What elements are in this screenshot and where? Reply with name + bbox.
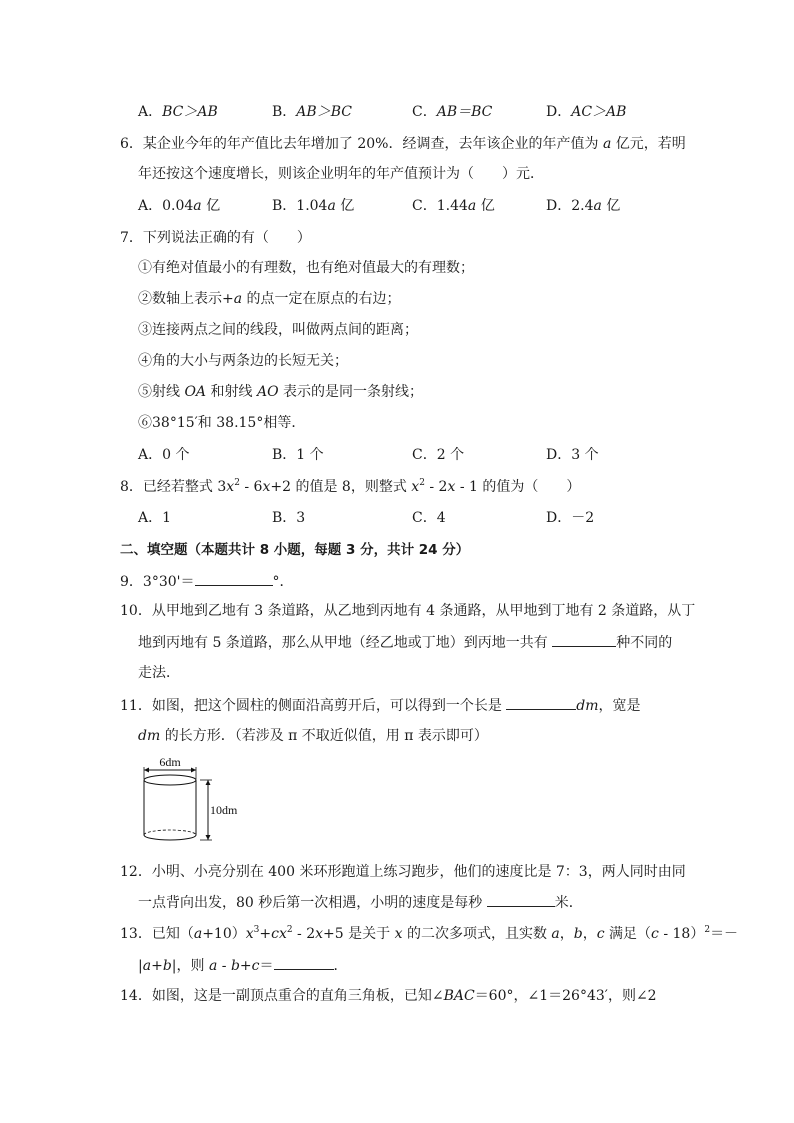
option-text: AB＝BC (436, 104, 493, 120)
cylinder-diameter-label: 6dm (159, 755, 181, 769)
option-letter: A． (138, 104, 163, 120)
q6-line2: 年还按这个速度增长，则该企业明年的年产值预计为（ ）元． (138, 166, 544, 182)
q7-option-a[interactable]: A．0 个 (138, 447, 190, 463)
section-2-heading: 二、填空题（本题共计 8 小题，每题 3 分，共计 24 分） (120, 542, 470, 558)
option-letter: C． (412, 104, 437, 120)
q5-option-b[interactable] (272, 102, 352, 122)
q8-option-d[interactable]: D．－2 (546, 510, 595, 526)
option-letter: D． (546, 104, 572, 120)
q6-option-d[interactable]: D．2.4a 亿 (546, 198, 621, 214)
q8-option-b[interactable]: B．3 (272, 510, 306, 526)
q11-length-blank[interactable] (506, 695, 576, 710)
q9-answer-blank[interactable] (195, 571, 273, 586)
q12-answer-blank[interactable] (487, 892, 555, 907)
q7-option-c[interactable]: C．2 个 (412, 447, 465, 463)
q7-statement-6: ⑥38°15′和 38.15°相等． (138, 415, 306, 431)
q8-option-c[interactable]: C．4 (412, 510, 446, 526)
q9: 9．3°30'＝ °． (120, 571, 294, 591)
q7-statement-1: ①有绝对值最小的有理数，也有绝对值最大的有理数； (138, 260, 474, 276)
q7-statement-2: ②数轴上表示+a 的点一定在原点的右边； (138, 291, 401, 307)
q11-line2: dm 的长方形．（若涉及 π 不取近似值，用 π 表示即可） (138, 728, 488, 744)
q5-option-d[interactable] (546, 102, 626, 122)
q7-option-b[interactable]: B．1 个 (272, 447, 324, 463)
option-text: AC＞AB (571, 104, 627, 120)
q7-statement-4: ④角的大小与两条边的长短无关； (138, 353, 348, 369)
q6-option-c[interactable]: C．1.44a 亿 (412, 198, 495, 214)
q6-option-b[interactable]: B．1.04a 亿 (272, 198, 355, 214)
q10-answer-blank[interactable] (552, 632, 616, 647)
q10-line1: 10．从甲地到乙地有 3 条道路，从乙地到丙地有 4 条通路，从甲地到丁地有 2 条道路，从丁 (120, 603, 696, 619)
q11-line1: 11．如图，把这个圆柱的侧面沿高剪开后，可以得到一个长是 dm，宽是 (120, 695, 641, 715)
q5-option-a[interactable] (138, 102, 218, 122)
q7-statement-3: ③连接两点之间的线段，叫做两点间的距离； (138, 322, 418, 338)
q7-option-d[interactable]: D．3 个 (546, 447, 599, 463)
cylinder-figure (130, 755, 250, 850)
q13-line1: 13．已知$(a+10)x^3+cx^2 - 2x+5$ 是关于 x 的二次多项式，且实数 a，b，c 满足（c - 18）$^2$＝－ (120, 925, 739, 942)
option-text: AB＞BC (296, 104, 352, 120)
option-letter: B． (272, 104, 297, 120)
q10-line3: 走法． (138, 665, 180, 681)
q6-option-a[interactable]: A．0.04a 亿 (138, 198, 221, 214)
q10-line2: 地到丙地有 5 条道路，那么从甲地（经乙地或丁地）到丙地一共有 种不同的 (138, 632, 672, 652)
q13-line2: |a+b|，则 a - b+c＝ ． (138, 955, 348, 975)
q7-stem: 7．下列说法正确的有（ ） (120, 230, 311, 246)
q12-line2: 一点背向出发，80 秒后第一次相遇，小明的速度是每秒 米． (138, 892, 583, 912)
q13-answer-blank[interactable] (274, 955, 334, 970)
q7-statement-5: ⑤射线 OA 和射线 AO 表示的是同一条射线； (138, 384, 423, 400)
cylinder-height-label: 10dm (210, 803, 238, 817)
q12-line1: 12．小明、小亮分别在 400 米环形跑道上练习跑步，他们的速度比是 7：3，两人同时由同 (120, 864, 686, 880)
q8-stem: 8．已经若整式 $3x^2 - 6x+2$ 的值是 8，则整式 $x^2 - 2x - 1$ 的值为（ ） (120, 478, 581, 495)
q8-option-a[interactable]: A．1 (138, 510, 172, 526)
q6-line1: 6．某企业今年的年产值比去年增加了 20%．经调查，去年该企业的年产值为 a 亿元，若明 (120, 136, 686, 152)
option-text: BC＞AB (162, 104, 218, 120)
q14-line1: 14．如图，这是一副顶点重合的直角三角板，已知∠BAC＝60°，∠1＝26°43′，则∠2 (120, 988, 657, 1004)
q5-option-c[interactable] (412, 102, 492, 122)
